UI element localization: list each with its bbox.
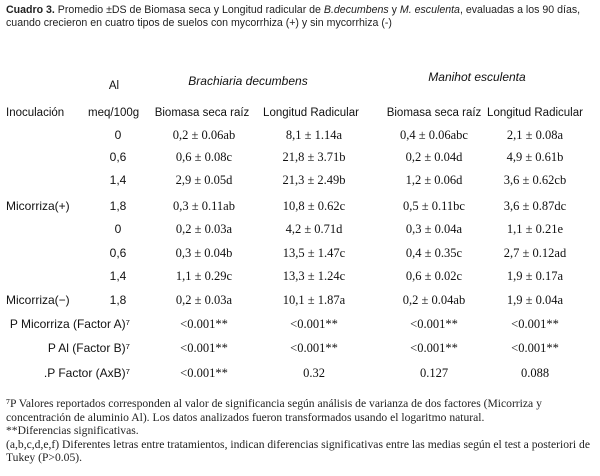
cell-biomasa-a: 0,3 ± 0.04b [175,246,233,260]
cell-longitud-a: 21,3 ± 2.49b [282,173,346,187]
cell-biomasa-b: 1,2 ± 0.06d [405,173,463,187]
cell-longitud-b: 1,1 ± 0.21e [506,222,564,236]
cell-longitud-b: 2,7 ± 0.12ad [503,246,567,260]
cell-biomasa-b: 0,2 ± 0.04d [405,150,463,164]
table-caption [6,4,596,30]
header-biomasa-a: Biomasa seca raíz [154,107,250,119]
caption-species-1: B.decumbens [323,4,389,16]
cell-longitud-a: 8,1 ± 1.14a [285,128,343,142]
stat-longitud-a: 0.32 [303,366,325,380]
stat-label-text: P Micorriza (Factor A) [9,317,126,331]
cell-biomasa-a: 2,9 ± 0.05d [175,173,233,187]
caption-text-2: y [388,4,400,16]
cell-biomasa-b: 0,4 ± 0.35c [405,246,463,260]
cell-al: 0,6 [109,150,127,164]
cell-biomasa-b: 0,4 ± 0.06abc [400,128,468,142]
cell-longitud-a: 4,2 ± 0.71d [285,222,343,236]
note-letters: (a,b,c,d,e,f) Diferentes letras entre tratamientos, indican diferencias significativas entre las medias según el test a posteriori de Tukey (P>0.05). [6,437,590,465]
header-longitud-b: Longitud Radicular [487,107,583,119]
header-species-a: Brachiaria decumbens [188,74,308,88]
cell-longitud-b: 2,1 ± 0.08a [506,128,564,142]
cell-biomasa-a: 0,2 ± 0.03a [175,293,233,307]
caption-label: Cuadro 3. [6,4,55,16]
header-biomasa-b: Biomasa seca raíz [386,107,482,119]
cell-longitud-b: 3,6 ± 0.62cb [503,173,567,187]
cell-longitud-b: 1,9 ± 0.04a [506,293,564,307]
stat-biomasa-b: <0.001** [410,341,458,355]
caption-text-1: Promedio ±DS de Biomasa seca y Longitud radicular de [54,4,324,16]
cell-longitud-b: 1,9 ± 0.17a [506,269,564,283]
header-longitud-a: Longitud Radicular [263,107,359,119]
caption-text-3: , evaluadas a los 90 días, cuando crecieron en cuatro tipos de suelos con mycorrhiza (+) y sin mycorrhiza (-) [6,4,581,29]
cell-longitud-b: 4,9 ± 0.61b [506,150,564,164]
cell-longitud-a: 13,5 ± 1.47c [282,246,346,260]
cell-al: 0 [114,128,122,142]
cell-al: 0 [114,222,122,236]
cell-longitud-a: 21,8 ± 3.71b [282,150,346,164]
cell-al: 1,8 [109,199,127,213]
stat-biomasa-b: 0.127 [419,366,449,380]
header-inoculacion: Inoculación [6,107,65,119]
stat-longitud-b: <0.001** [511,317,559,331]
cell-biomasa-b: 0,2 ± 0.04ab [402,293,466,307]
header-al: Al [108,80,120,92]
stat-biomasa-a: <0.001** [180,317,228,331]
stat-label [44,366,130,380]
header-al-unit: meq/100g [88,107,140,119]
cell-biomasa-b: 0,5 ± 0.11bc [403,199,465,213]
cell-biomasa-a: 0,2 ± 0.03a [175,222,233,236]
cell-al: 0,6 [109,246,127,260]
stat-label-sup: ⁷ [125,341,130,355]
stat-label-sup: ⁷ [125,366,130,380]
note-differences: **Diferencias significativas. [6,424,139,438]
stat-longitud-a: <0.001** [290,317,338,331]
stat-longitud-b: <0.001** [511,341,559,355]
cell-biomasa-a: 0,6 ± 0.08c [175,150,233,164]
stat-biomasa-a: <0.001** [180,366,228,380]
cell-biomasa-b: 0,3 ± 0.04a [405,222,463,236]
cell-longitud-b: 3,6 ± 0.87dc [503,199,567,213]
row-label-inoculacion: Micorriza(+) [6,199,70,213]
cell-longitud-a: 13,3 ± 1.24c [282,269,346,283]
stat-label-text: P Al (Factor B) [47,341,126,355]
table-notes [6,397,594,465]
cell-longitud-a: 10,8 ± 0.62c [282,199,346,213]
note-significance: ⁷P Valores reportados corresponden al valor de significancia según análisis de varianza de dos factores (Micorriza y concentración de aluminio Al). Los datos analizados fueron transformados usando el logaritmo natural. [6,397,542,424]
cell-al: 1,4 [109,269,127,283]
cell-biomasa-a: 1,1 ± 0.29c [175,269,233,283]
cell-longitud-a: 10,1 ± 1.87a [282,293,346,307]
stat-label [48,341,130,355]
cell-biomasa-a: 0,2 ± 0.06ab [172,128,236,142]
stat-label-text: .P Factor (AxB) [43,366,126,380]
stat-label-sup: ⁷ [125,317,130,331]
stat-longitud-b: 0.088 [520,366,550,380]
stat-label [10,317,130,331]
cell-al: 1,8 [109,293,127,307]
stat-longitud-a: <0.001** [290,341,338,355]
caption-species-2: M. esculenta [399,4,460,16]
stat-biomasa-b: <0.001** [410,317,458,331]
row-label-inoculacion: Micorriza(−) [6,293,70,307]
stat-biomasa-a: <0.001** [180,341,228,355]
cell-biomasa-b: 0,6 ± 0.02c [405,269,463,283]
header-species-b: Manihot esculenta [428,70,526,84]
cell-biomasa-a: 0,3 ± 0.11ab [173,199,235,213]
cell-al: 1,4 [109,173,127,187]
